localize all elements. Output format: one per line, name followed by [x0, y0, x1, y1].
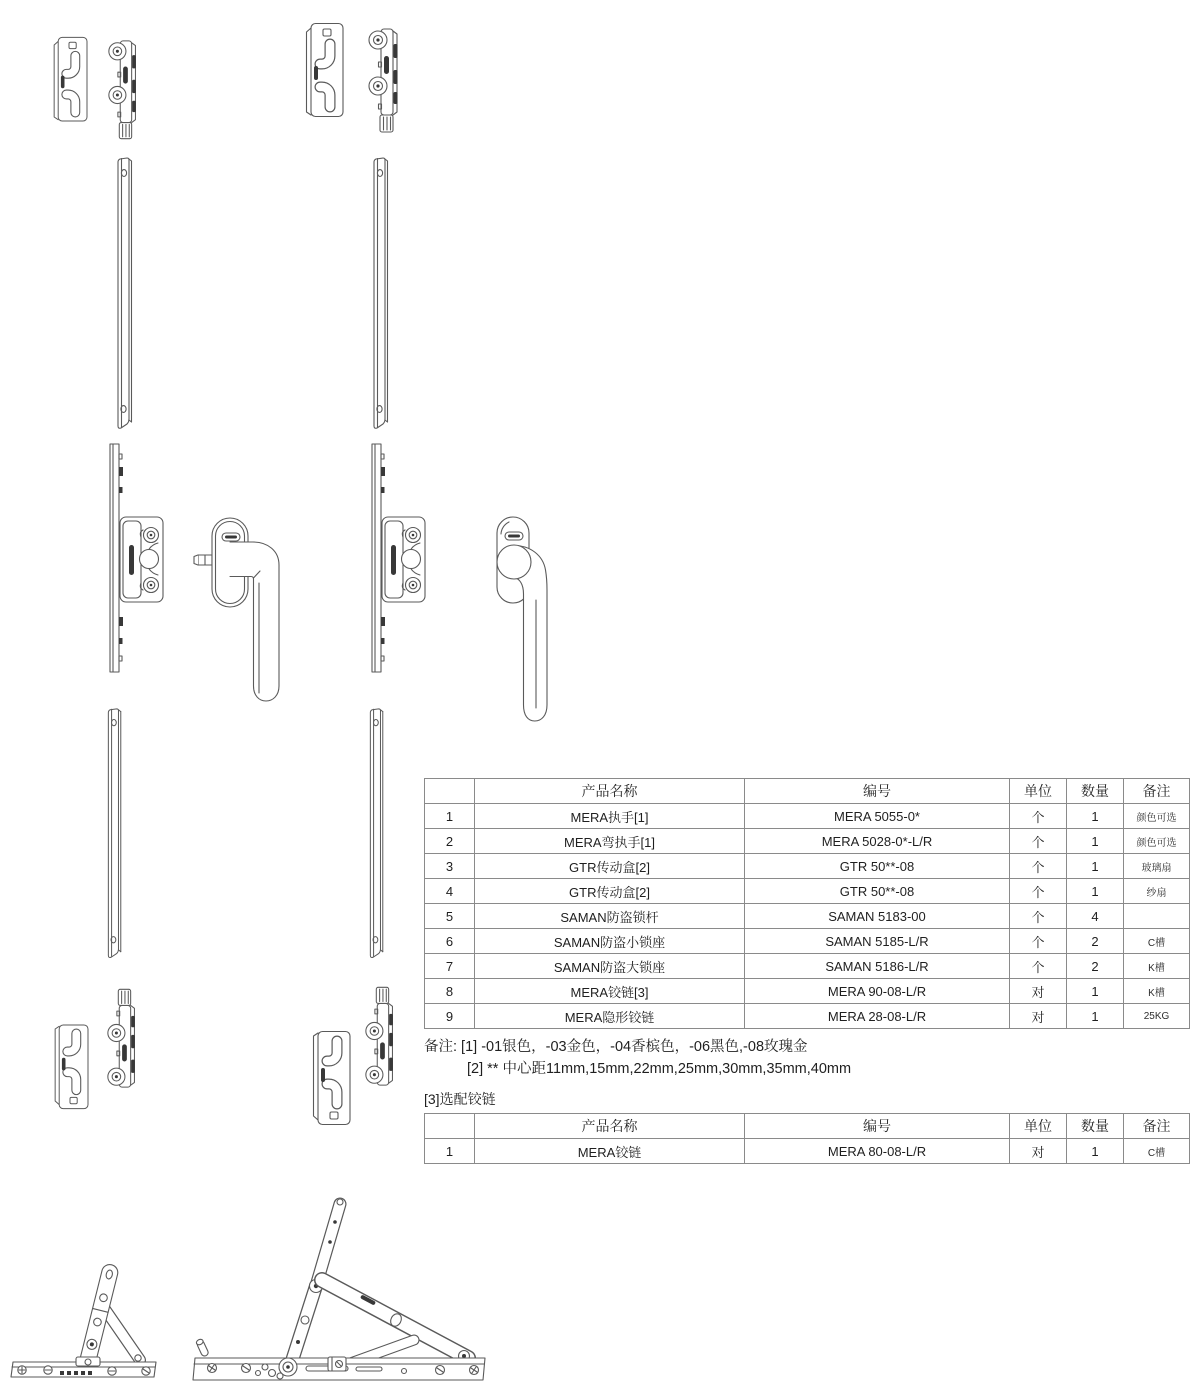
- cell-name: SAMAN防盗小锁座: [475, 929, 745, 954]
- cell-unit: 个: [1010, 929, 1067, 954]
- keeper-plate-drawing-top-left: [54, 37, 87, 121]
- cell-name: MERA铰链: [475, 1139, 745, 1164]
- header-index: [425, 779, 475, 804]
- cell-qty: 1: [1067, 829, 1124, 854]
- cell-code: SAMAN 5186-L/R: [745, 954, 1010, 979]
- cell-code: SAMAN 5183-00: [745, 904, 1010, 929]
- table-row: [425, 804, 1190, 829]
- cell-remark: K槽: [1124, 979, 1190, 1004]
- table-row: [425, 829, 1190, 854]
- table-row: [425, 979, 1190, 1004]
- cell-index: 2: [425, 829, 475, 854]
- header-code: 编号: [745, 1114, 1010, 1139]
- cell-remark: 颜色可选: [1124, 804, 1190, 829]
- cell-index: 4: [425, 879, 475, 904]
- optional-hinge-label: [3]选配铰链: [424, 1091, 496, 1107]
- cell-code: MERA 5028-0*-L/R: [745, 829, 1010, 854]
- lock-catch-drawing-top-right: [369, 29, 398, 132]
- header-unit: 单位: [1010, 1114, 1067, 1139]
- cell-qty: 1: [1067, 854, 1124, 879]
- cell-unit: 个: [1010, 904, 1067, 929]
- cell-remark: 25KG: [1124, 1004, 1190, 1029]
- cell-remark: [1124, 904, 1190, 929]
- cell-unit: 对: [1010, 1139, 1067, 1164]
- lock-catch-drawing-top-left: [109, 41, 136, 139]
- table-row: [425, 879, 1190, 904]
- header-remark: 备注: [1124, 779, 1190, 804]
- window-handle-side-drawing: [194, 518, 279, 701]
- cell-name: MERA铰链[3]: [475, 979, 745, 1004]
- cell-code: GTR 50**-08: [745, 854, 1010, 879]
- cell-qty: 1: [1067, 879, 1124, 904]
- friction-hinge-large-drawing: [193, 1199, 485, 1380]
- cell-code: MERA 28-08-L/R: [745, 1004, 1010, 1029]
- header-code: 编号: [745, 779, 1010, 804]
- footnote-colors: 备注: [1] -01银色，-03金色，-04香槟色，-06黑色,-08玫瑰金: [424, 1039, 808, 1055]
- cell-name: MERA执手[1]: [475, 804, 745, 829]
- footnotes: [424, 1036, 851, 1080]
- footnote-center-distance: [2] ** 中心距11mm,15mm,22mm,25mm,30mm,35mm,40mm: [467, 1061, 852, 1077]
- cell-index: 1: [425, 1139, 475, 1164]
- cell-qty: 1: [1067, 979, 1124, 1004]
- optional-hinge-table: [424, 1113, 1190, 1164]
- cell-qty: 1: [1067, 1004, 1124, 1029]
- table-row: [425, 929, 1190, 954]
- cell-qty: 2: [1067, 929, 1124, 954]
- cell-name: SAMAN防盗锁杆: [475, 904, 745, 929]
- cell-code: GTR 50**-08: [745, 879, 1010, 904]
- cell-unit: 个: [1010, 879, 1067, 904]
- cell-index: 3: [425, 854, 475, 879]
- cell-index: 5: [425, 904, 475, 929]
- table-row: [425, 854, 1190, 879]
- cell-remark: 颜色可选: [1124, 829, 1190, 854]
- gearbox-drawing-glass-sash: [110, 444, 163, 672]
- cell-index: 9: [425, 1004, 475, 1029]
- optional-table-header-row: [425, 1114, 1190, 1139]
- cell-index: 7: [425, 954, 475, 979]
- cell-index: 1: [425, 804, 475, 829]
- cell-unit: 个: [1010, 804, 1067, 829]
- lock-catch-drawing-bottom-right: [366, 987, 393, 1085]
- cell-code: SAMAN 5185-L/R: [745, 929, 1010, 954]
- keeper-plate-drawing-bottom-left: [55, 1025, 88, 1109]
- cell-unit: 个: [1010, 854, 1067, 879]
- cell-remark: C槽: [1124, 929, 1190, 954]
- cell-remark: K槽: [1124, 954, 1190, 979]
- cell-name: GTR传动盒[2]: [475, 879, 745, 904]
- window-handle-front-drawing: [497, 517, 547, 721]
- lock-bar-drawing-upper-left: [118, 158, 132, 428]
- cell-remark: 纱扇: [1124, 879, 1190, 904]
- keeper-plate-drawing-bottom-right: [314, 1032, 351, 1125]
- cell-qty: 1: [1067, 1139, 1124, 1164]
- cell-qty: 2: [1067, 954, 1124, 979]
- lock-bar-drawing-middle-left: [108, 709, 120, 958]
- table-row: [425, 1004, 1190, 1029]
- cell-index: 8: [425, 979, 475, 1004]
- friction-hinge-small-drawing: [11, 1263, 156, 1377]
- cell-code: MERA 5055-0*: [745, 804, 1010, 829]
- cell-name: SAMAN防盗大锁座: [475, 954, 745, 979]
- cell-name: MERA隐形铰链: [475, 1004, 745, 1029]
- lock-catch-drawing-bottom-left: [108, 989, 135, 1087]
- gearbox-drawing-screen-sash: [372, 444, 425, 672]
- table-row: [425, 1139, 1190, 1164]
- table-row: [425, 904, 1190, 929]
- lock-bar-drawing-middle-right: [370, 709, 382, 958]
- cell-qty: 4: [1067, 904, 1124, 929]
- cell-unit: 对: [1010, 979, 1067, 1004]
- cell-name: MERA弯执手[1]: [475, 829, 745, 854]
- header-qty: 数量: [1067, 779, 1124, 804]
- cell-remark: C槽: [1124, 1139, 1190, 1164]
- cell-remark: 玻璃扇: [1124, 854, 1190, 879]
- cell-index: 6: [425, 929, 475, 954]
- cell-unit: 个: [1010, 829, 1067, 854]
- header-remark: 备注: [1124, 1114, 1190, 1139]
- cell-qty: 1: [1067, 804, 1124, 829]
- cell-code: MERA 80-08-L/R: [745, 1139, 1010, 1164]
- header-qty: 数量: [1067, 1114, 1124, 1139]
- cell-name: GTR传动盒[2]: [475, 854, 745, 879]
- header-name: 产品名称: [475, 1114, 745, 1139]
- cell-code: MERA 90-08-L/R: [745, 979, 1010, 1004]
- parts-table: [424, 778, 1190, 1029]
- cell-unit: 个: [1010, 954, 1067, 979]
- header-name: 产品名称: [475, 779, 745, 804]
- header-index: [425, 1114, 475, 1139]
- table-row: [425, 954, 1190, 979]
- header-unit: 单位: [1010, 779, 1067, 804]
- parts-table-header-row: [425, 779, 1190, 804]
- lock-bar-drawing-upper-right: [374, 158, 388, 428]
- cell-unit: 对: [1010, 1004, 1067, 1029]
- keeper-plate-drawing-top-right: [307, 24, 344, 117]
